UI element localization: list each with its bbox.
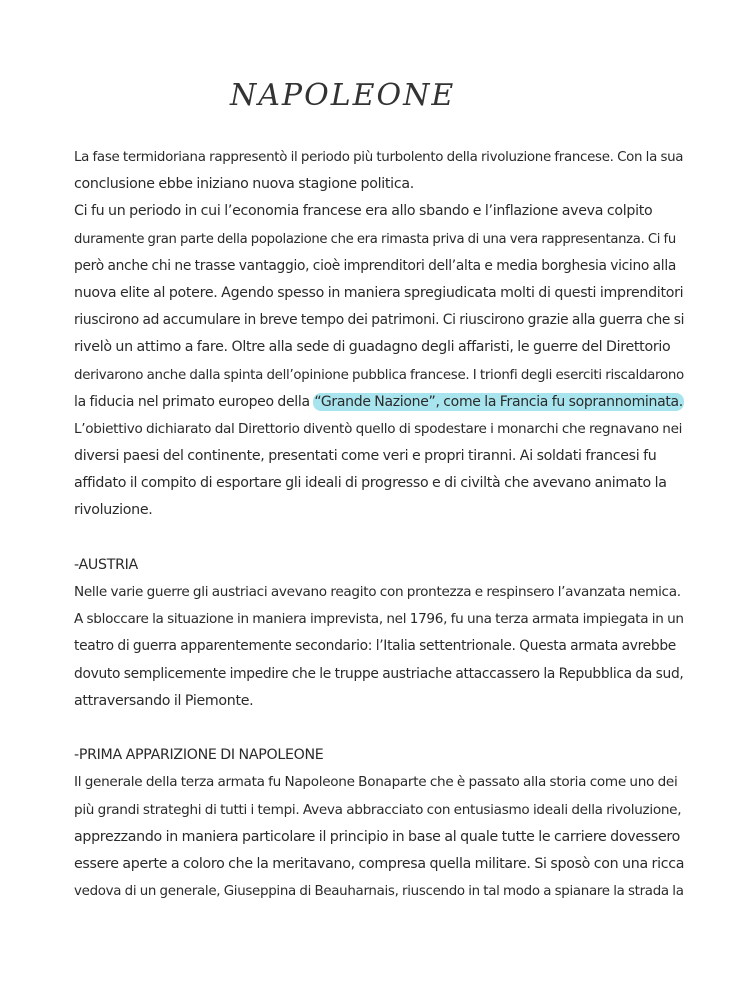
text-line: diversi paesi del continente, presentati come veri e propri tiranni. Ai soldati francesi fu [74, 448, 657, 465]
text-line: Il generale della terza armata fu Napoleone Bonaparte che è passato alla storia come uno dei [74, 774, 678, 791]
text-line: apprezzando in maniera particolare il principio in base al quale tutte le carriere dovessero [74, 828, 680, 845]
text-line: conclusione ebbe iniziano nuova stagione politica. [74, 176, 414, 193]
text-line: attraversando il Piemonte. [74, 692, 254, 709]
text-line: rivoluzione. [74, 502, 153, 519]
text-line: però anche chi ne trasse vantaggio, cioè imprenditori dell’alta e media borghesia vicino alla [74, 257, 677, 274]
text-line: vedova di un generale, Giuseppina di Beauharnais, riuscendo in tal modo a spianare la strada la [74, 884, 684, 900]
text-line: L’obiettivo dichiarato dal Direttorio diventò quello di spodestare i monarchi che regnavano nei [74, 420, 683, 437]
text-line: dovuto semplicemente impedire che le truppe austriache attaccassero la Repubblica da sud, [74, 665, 684, 682]
text-line: rivelò un attimo a fare. Oltre alla sede di guadagno degli affaristi, le guerre del Direttorio [74, 339, 671, 356]
text-line: essere aperte a coloro che la meritavano, compresa quella militare. Si sposò con una ricca [74, 855, 685, 872]
paragraph-gap [74, 525, 684, 552]
text-line: riuscirono ad accumulare in breve tempo dei patrimoni. Ci riuscirono grazie alla guerra che si [74, 312, 685, 329]
text-line: nuova elite al potere. Agendo spesso in maniera spregiudicata molti di questi imprenditori [74, 284, 684, 301]
section-heading-napoleone: -PRIMA APPARIZIONE DI NAPOLEONE [74, 747, 324, 764]
page-title: NAPOLEONE [230, 78, 456, 113]
document-body [74, 144, 684, 905]
text-line: A sbloccare la situazione in maniera imprevista, nel 1796, fu una terza armata impiegata in un [74, 611, 684, 628]
text-line: più grandi strateghi di tutti i tempi. Aveva abbracciato con entusiasmo ideali della rivoluzione, [74, 801, 682, 818]
highlighted-text: “Grande Nazione”, come la Francia fu soprannominata. [314, 393, 683, 410]
text-line: Ci fu un periodo in cui l’economia francese era allo sbando e l’inflazione aveva colpito [74, 203, 653, 220]
text-line: duramente gran parte della popolazione che era rimasta priva di una vera rappresentanza. Ci fu [74, 231, 676, 247]
text-line: Nelle varie guerre gli austriaci avevano reagito con prontezza e respinsero l’avanzata nemica. [74, 584, 681, 600]
text-line: La fase termidoriana rappresentò il periodo più turbolento della rivoluzione francese. Con la sua [74, 150, 684, 165]
paragraph-gap [74, 715, 684, 742]
section-heading-austria: -AUSTRIA [74, 556, 138, 573]
text-line: derivarono anche dalla spinta dell’opinione pubblica francese. I trionfi degli eserciti riscaldarono [74, 367, 684, 383]
text-fragment: la fiducia nel primato europeo della [74, 393, 314, 410]
text-line: teatro di guerra apparentemente secondario: l’Italia settentrionale. Questa armata avrebbe [74, 638, 676, 655]
text-line-highlighted [74, 389, 684, 416]
text-line: affidato il compito di esportare gli ideali di progresso e di civiltà che avevano animato la [74, 475, 667, 492]
